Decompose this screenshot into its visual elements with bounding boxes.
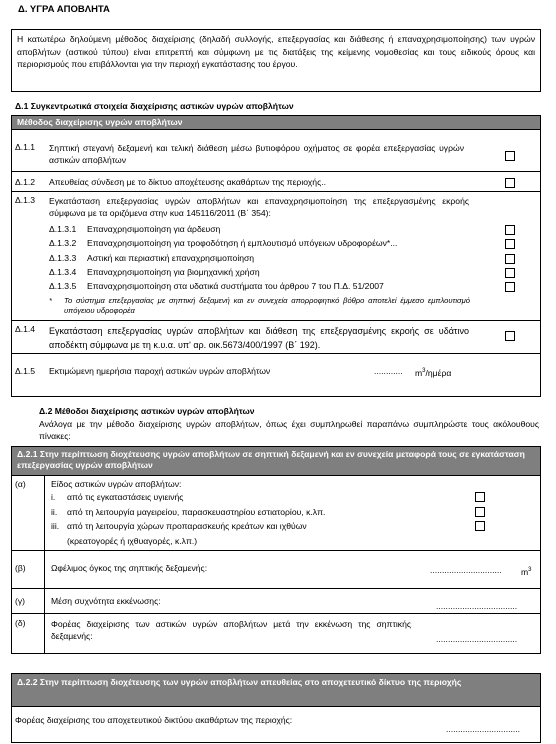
d15-text: Εκτιμώμενη ημερήσια παροχή αστικών υγρών αποβλήτων [49, 366, 271, 376]
d22-header: Δ.2.2 Στην περίπτωση διοχέτευσης των υγρών αποβλήτων απευθείας στο αποχετευτικό δίκτυο της περιοχής [12, 674, 540, 706]
a-item-2-checkbox[interactable] [475, 507, 485, 517]
a-item-3-checkbox[interactable] [475, 521, 485, 531]
d14-number: Δ.1.4 [15, 324, 36, 334]
d132-text: Επαναχρησιμοποίηση για τροφοδότηση ή εμπλουτισμό υπόγειων υδροφορέων*... [87, 238, 398, 248]
d12-checkbox[interactable] [505, 178, 515, 188]
d12-number: Δ.1.2 [15, 177, 36, 187]
d131-text: Επαναχρησιμοποίηση για άρδευση [87, 224, 221, 234]
d132-checkbox[interactable] [505, 239, 515, 249]
d133-checkbox[interactable] [505, 254, 515, 264]
a-item-2-number: ii. [51, 507, 58, 517]
footnote-text: Το σύστημα επεξεργασίας με σηπτική δεξαμενή και εν συνεχεία απορροφητικό βόθρο αποτελεί έμμεσο εμπλουτισμό υπόγειου υδροφορέα [64, 296, 470, 315]
d21-header: Δ.2.1 Στην περίπτωση διοχέτευσης υγρών αποβλήτων σε σηπτική δεξαμενή και εν συνεχεία μεταφορά τους σε εγκατάσταση επεξεργασίας υγρών αποβλήτων [12, 447, 540, 475]
section-title: Δ. ΥΓΡΑ ΑΠΟΒΛΗΤΑ [18, 4, 110, 15]
e-text: Φορέας διαχείρισης του αποχετευτικού δικτύου ακαθάρτων της περιοχής: [15, 715, 293, 725]
a-item-3-text: από τη λειτουργία χώρων προπαρασκευής κρεάτων και ιχθύων [67, 521, 307, 531]
a-label: (α) [15, 479, 26, 489]
d11-text: Σηπτική στεγανή δεξαμενή και τελική διάθεση μέσω βυτιοφόρου οχήματος σε φορέα επεξεργασίας υγρών αστικών αποβλήτων [49, 143, 464, 165]
d-text: Φορέας διαχείρισης των αστικών υγρών αποβλήτων μετά την εκκένωση της σηπτικής δεξαμενής: [51, 619, 411, 641]
d-label: (δ) [15, 618, 26, 628]
b-unit: $m^3$ [521, 566, 532, 577]
d13-number: Δ.1.3 [15, 195, 36, 205]
d134-number: Δ.1.3.4 [49, 267, 77, 277]
d135-checkbox[interactable] [505, 282, 515, 292]
d131-number: Δ.1.3.1 [49, 224, 77, 234]
a-text: Είδος αστικών υγρών αποβλήτων: [51, 479, 182, 489]
c-label: (γ) [15, 596, 26, 606]
a-item-3-number: iii. [51, 521, 60, 531]
d135-number: Δ.1.3.5 [49, 281, 77, 291]
d11-checkbox[interactable] [505, 151, 515, 161]
d134-text: Επαναχρησιμοποίηση για βιομηχανική χρήση [87, 267, 260, 277]
c-dots[interactable]: .................................. [436, 601, 518, 611]
b-label: (β) [15, 563, 26, 573]
footnote-mark: * [49, 296, 52, 305]
d132-number: Δ.1.3.2 [49, 238, 77, 248]
d135-text: Επαναχρησιμοποίηση στα υδατικά συστήματα του άρθρου 7 του Π.Δ. 51/2007 [87, 281, 384, 291]
a-item-1-text: από τις εγκαταστάσεις υγιεινής [67, 492, 184, 502]
d12-text: Απευθείας σύνδεση με το δίκτυο αποχέτευσης ακαθάρτων της περιοχής.. [49, 177, 326, 187]
b-text: Ωφέλιμος όγκος της σηπτικής δεξαμενής: [51, 563, 208, 573]
d2-intro: Ανάλογα με την μέθοδο διαχείρισης υγρών αποβλήτων, όπως έχει συμπληρωθεί παραπάνω συμπληρώστε τους ακόλουθους πίνακες: [39, 419, 539, 441]
d15-dots[interactable]: ............ [374, 366, 403, 376]
d13-text: Εγκατάσταση επεξεργασίας υγρών αποβλήτων και επαναχρησιμοποίηση της επεξεργασμένης εκροής σύμφωνα με τα οριζόμενα στην κυα 145116/2011 (Β΄ 354): [49, 196, 469, 218]
d2-title: Δ.2 Μέθοδοι διαχείρισης αστικών υγρών αποβλήτων [39, 406, 255, 416]
d134-checkbox[interactable] [505, 268, 515, 278]
a-item-2-text: από τη λειτουργία μαγειρείου, παρασκευαστηρίου εστιατορίου, κ.λπ. [67, 507, 326, 517]
a-item-1-number: i. [51, 492, 56, 502]
a-item-3-text-cont: (κρεατογορές ή ιχθυαγορές, κ.λπ.) [67, 536, 198, 546]
d14-text: Εγκατάσταση επεξεργασίας υγρών αποβλήτων και διάθεση της επεξεργασμένης εκροής σε υδάτινο αποδέκτη σύμφωνα με τη κ.υ.α. υπ' αρ. οικ.5673/400/1997 (Β΄ 192). [49, 326, 469, 350]
d1-title: Δ.1 Συγκεντρωτικά στοιχεία διαχείρισης αστικών υγρών αποβλήτων [15, 101, 294, 111]
d14-checkbox[interactable] [505, 331, 515, 341]
d11-number: Δ.1.1 [15, 142, 36, 152]
d133-number: Δ.1.3.3 [49, 253, 77, 263]
a-item-1-checkbox[interactable] [475, 492, 485, 502]
intro-text: Η κατωτέρω δηλούμενη μέθοδος διαχείρισης (δηλαδή συλλογής, επεξεργασίας και διάθεσης ή επαναχρησιμοποίησης) των υγρών αποβλήτων (αστικού τύπου) είναι επιτρεπτή και σύμφωνη με τις διατάξεις της κείμενης νομοθεσίας και τους ειδικούς όρους και περιορισμούς που επιβάλλονται για την περιοχή εγκατάστασης του έργου. [17, 34, 535, 70]
d131-checkbox[interactable] [505, 225, 515, 235]
b-dots[interactable]: .............................. [430, 565, 502, 575]
d15-number: Δ.1.5 [15, 366, 36, 376]
d1-header: Μέθοδος διαχείρισης υγρών αποβλήτων [12, 116, 540, 129]
e-dots[interactable]: ............................... [446, 724, 521, 734]
intro-box [11, 29, 541, 92]
d-dots[interactable]: .................................. [436, 634, 518, 644]
d133-text: Αστική και περιαστική επαναχρησιμοποίηση [87, 253, 255, 263]
c-text: Μέση συχνότητα εκκένωσης: [51, 596, 161, 606]
d15-unit: $m^3$/ημέρα [415, 367, 452, 378]
